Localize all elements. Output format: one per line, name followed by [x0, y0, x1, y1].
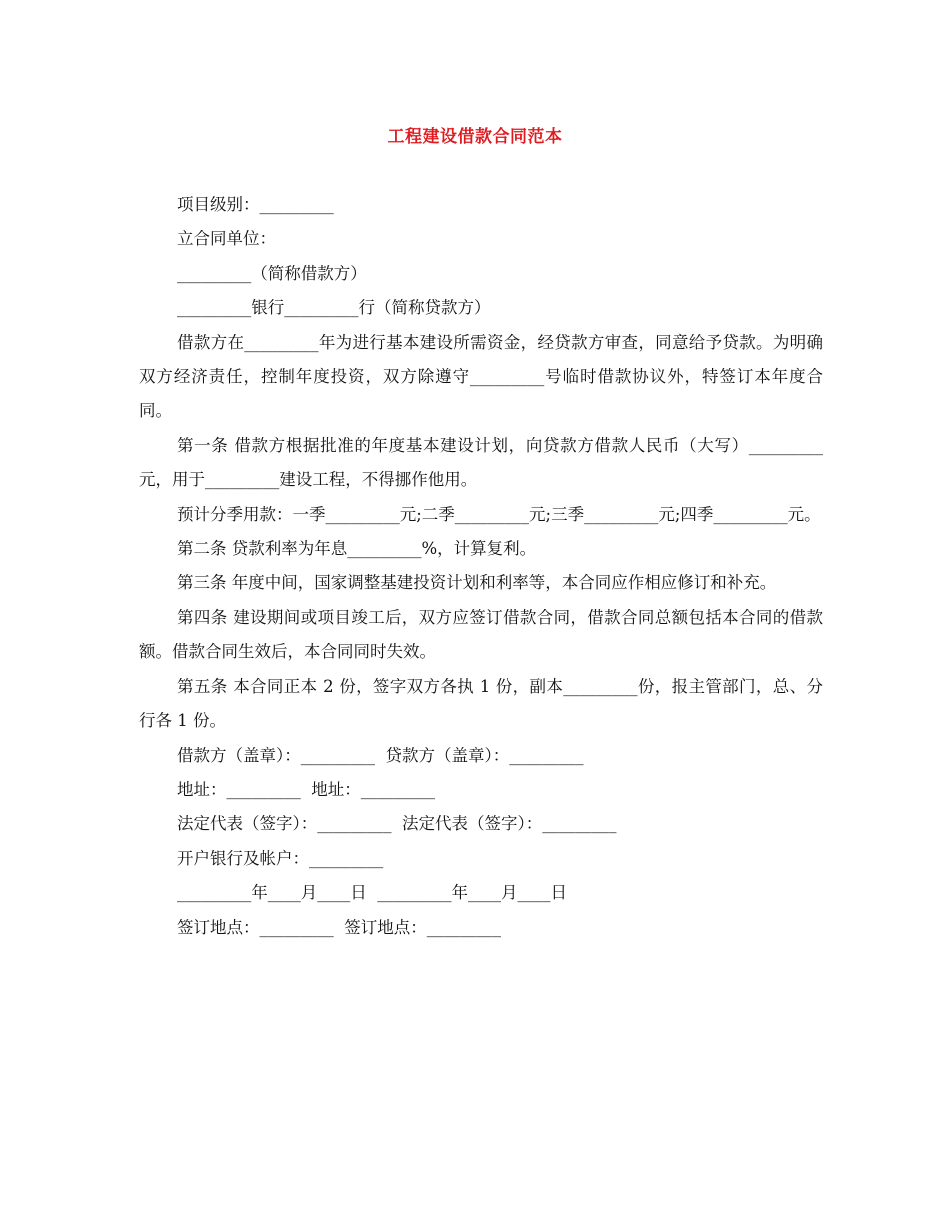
project-level-line: 项目级别：_________ — [177, 195, 334, 214]
contract-body — [139, 188, 823, 945]
lender-line: _________银行_________行（简称贷款方） — [177, 298, 491, 318]
bank-account-line: 开户银行及帐户：_________ — [177, 848, 384, 868]
quarterly-usage-paragraph: 预计分季用款：一季_________元;二季_________元;三季_________元;四季_________元。 — [177, 504, 821, 524]
article-2-paragraph: 第二条 贷款利率为年息_________%，计算复利。 — [177, 539, 537, 559]
article-3-paragraph: 第三条 年度中间，国家调整基建投资计划和利率等，本合同应作相应修订和补充。 — [177, 573, 777, 593]
date-line: _________年____月____日 _________年____月____日 — [177, 883, 567, 903]
article-1-paragraph: 第一条 借款方根据批准的年度基本建设计划，向贷款方借款人民币（大写）_________元，用于_________建设工程，不得挪作他用。 — [139, 435, 823, 490]
signing-place-line: 签订地点：_________ 签订地点：_________ — [177, 917, 501, 937]
article-4-paragraph: 第四条 建设期间或项目竣工后，双方应签订借款合同，借款合同总额包括本合同的借款额。借款合同生效后，本合同同时失效。 — [139, 607, 823, 662]
contract-parties-label: 立合同单位： — [177, 229, 276, 249]
borrower-line: _________（简称借款方） — [177, 263, 367, 283]
legal-representative-line: 法定代表（签字）：_________ 法定代表（签字）：_________ — [177, 814, 617, 834]
article-5-paragraph: 第五条 本合同正本 2 份，签字双方各执 1 份，副本_________份，报主管部门，总、分行各 1 份。 — [139, 676, 823, 731]
document-title: 工程建设借款合同范本 — [387, 127, 563, 147]
preamble-paragraph: 借款方在_________年为进行基本建设所需资金，经贷款方审查，同意给予贷款。为明确双方经济责任，控制年度投资，双方除遵守_________号临时借款协议外，特签订本年度合同。 — [139, 332, 823, 421]
seal-line: 借款方（盖章）：_________ 贷款方（盖章）：_________ — [177, 745, 584, 765]
address-line: 地址：_________ 地址：_________ — [177, 779, 435, 799]
